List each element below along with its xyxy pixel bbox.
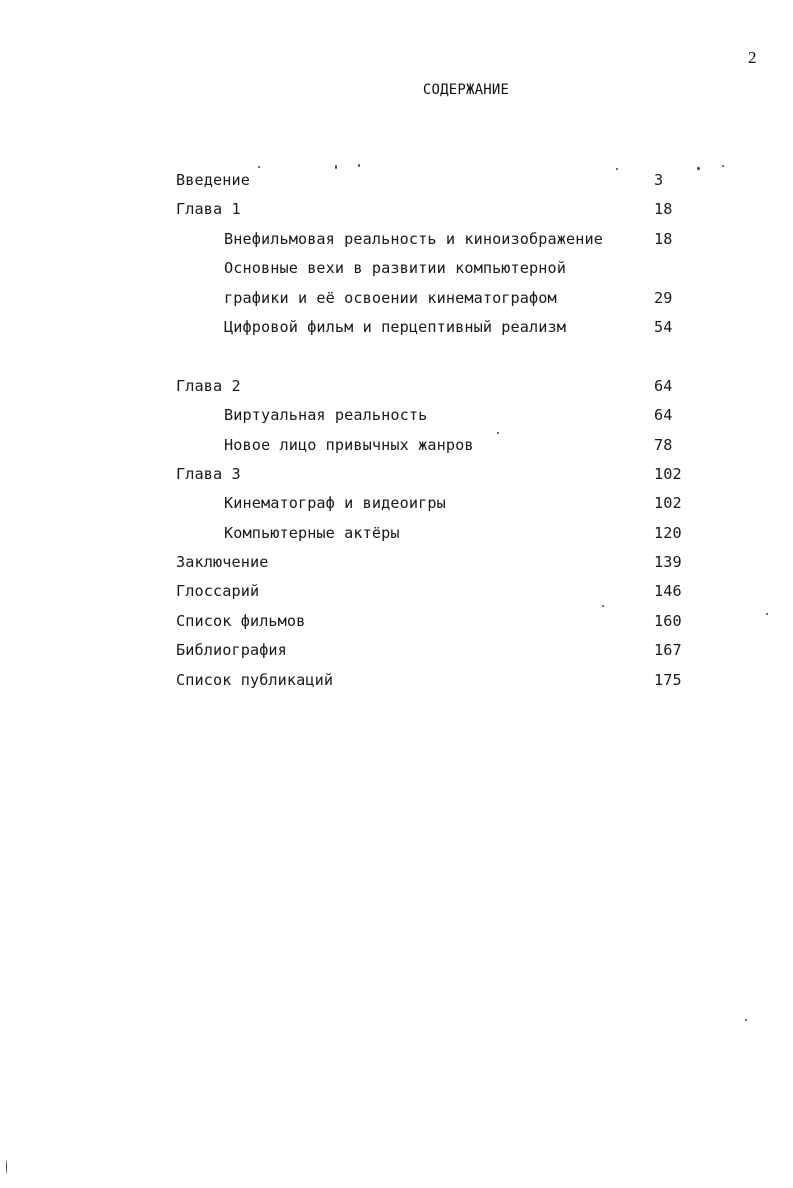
page-title: СОДЕРЖАНИЕ xyxy=(422,82,510,98)
toc-entry-page: 139 xyxy=(654,553,682,572)
toc-entry-label: Внефильмовая реальность и киноизображение xyxy=(224,229,603,248)
scan-speck xyxy=(258,166,260,168)
toc-entry-label: Список фильмов xyxy=(176,611,306,630)
toc-entry-label: графики и её освоении кинематографом xyxy=(224,288,557,307)
scan-speck xyxy=(766,613,768,615)
scan-speck xyxy=(6,1160,7,1174)
toc-entry-label: Цифровой фильм и перцептивный реализм xyxy=(224,317,567,336)
scan-speck xyxy=(697,167,700,170)
toc-entry-introduction[interactable] xyxy=(176,170,696,199)
toc-entry-label: Список публикаций xyxy=(176,670,334,689)
toc-entry-label: Библиография xyxy=(176,641,287,660)
toc-entry-page: 64 xyxy=(654,376,673,395)
toc-entry-chapter-1[interactable] xyxy=(176,199,696,228)
toc-spacer xyxy=(176,346,696,375)
toc-entry-filmography[interactable] xyxy=(176,611,696,640)
toc-entry-section[interactable] xyxy=(176,229,696,258)
toc-entry-section[interactable] xyxy=(176,435,696,464)
scan-speck xyxy=(602,605,604,607)
scan-speck xyxy=(335,165,337,169)
toc-entry-label: Введение xyxy=(176,171,250,189)
toc-entry-conclusion[interactable] xyxy=(176,552,696,581)
toc-entry-label: Виртуальная реальность xyxy=(224,406,428,425)
scan-speck xyxy=(722,165,724,167)
toc-entry-label: Глава 3 xyxy=(176,464,241,483)
toc-entry-page: 102 xyxy=(654,494,682,513)
toc-entry-page: 146 xyxy=(654,582,682,601)
toc-entry-page: 167 xyxy=(654,641,682,660)
toc-entry-page: 3 xyxy=(654,171,664,189)
toc-entry-page: 54 xyxy=(654,317,673,336)
toc-entry-section[interactable] xyxy=(176,493,696,522)
toc-entry-glossary[interactable] xyxy=(176,581,696,610)
toc-entry-label: Новое лицо привычных жанров xyxy=(224,435,474,454)
toc-entry-page: 18 xyxy=(654,229,673,248)
toc-entry-section[interactable] xyxy=(176,405,696,434)
toc-entry-chapter-3[interactable] xyxy=(176,464,696,493)
scan-speck xyxy=(497,432,499,434)
toc-entry-page: 160 xyxy=(654,611,682,630)
toc-entry-page: 120 xyxy=(654,523,682,542)
toc-entry-page: 102 xyxy=(654,464,682,483)
page-number: 2 xyxy=(748,48,757,67)
toc-entry-page: 64 xyxy=(654,406,673,425)
toc-entry-publications[interactable] xyxy=(176,670,696,699)
scan-speck xyxy=(616,168,618,170)
scan-speck xyxy=(358,164,360,167)
toc-entry-section[interactable] xyxy=(176,523,696,552)
toc-entry-label: Основные вехи в развитии компьютерной xyxy=(224,259,567,278)
toc-entry-chapter-2[interactable] xyxy=(176,376,696,405)
scan-speck xyxy=(745,1019,747,1021)
toc-entry-label: Заключение xyxy=(176,553,269,572)
toc-entry-label: Кинематограф и видеоигры xyxy=(224,494,446,513)
table-of-contents xyxy=(176,170,696,699)
toc-entry-label: Глоссарий xyxy=(176,582,260,601)
toc-entry-page: 29 xyxy=(654,288,673,307)
toc-entry-section[interactable] xyxy=(176,258,696,287)
toc-entry-page: 18 xyxy=(654,200,673,219)
toc-entry-bibliography[interactable] xyxy=(176,640,696,669)
toc-entry-page: 78 xyxy=(654,435,673,454)
toc-entry-label: Глава 1 xyxy=(176,200,241,219)
toc-entry-page: 175 xyxy=(654,670,682,689)
toc-entry-section[interactable] xyxy=(176,288,696,317)
toc-entry-section[interactable] xyxy=(176,317,696,346)
toc-entry-label: Глава 2 xyxy=(176,376,241,395)
toc-entry-label: Компьютерные актёры xyxy=(224,523,400,542)
